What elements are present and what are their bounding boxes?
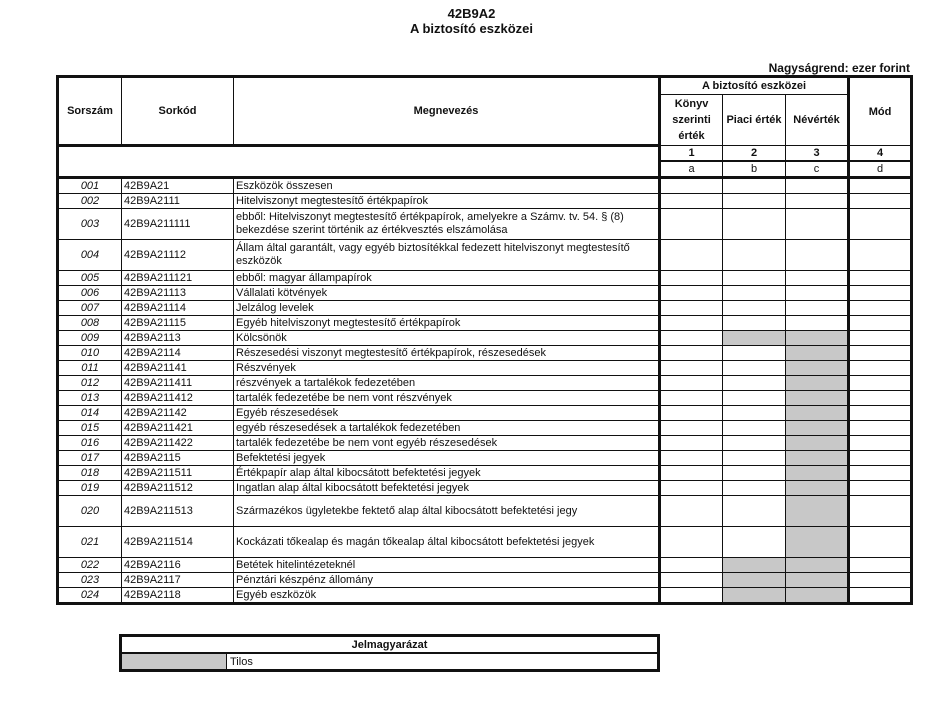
assets-table [56,75,913,605]
table-row [58,301,912,316]
table-row [58,194,912,209]
table-row [58,406,912,421]
value-cell[interactable] [849,391,912,406]
row-megnevezes: Vállalati kötvények [234,286,660,301]
table-row [58,286,912,301]
value-cell[interactable] [723,481,786,496]
row-sorkod: 42B9A211511 [122,466,234,481]
value-cell[interactable] [849,240,912,271]
value-cell[interactable] [723,316,786,331]
legend-swatch [121,653,227,671]
row-sorkod: 42B9A211421 [122,421,234,436]
value-cell[interactable] [786,316,849,331]
row-sorkod: 42B9A211111 [122,209,234,240]
row-sorszam: 001 [58,178,122,194]
header-col-nevertek: Névérték [786,95,849,146]
value-cell[interactable] [660,361,723,376]
table-row [58,421,912,436]
value-cell[interactable] [786,209,849,240]
value-cell[interactable] [849,436,912,451]
row-sorkod: 42B9A2118 [122,588,234,604]
value-cell[interactable] [723,240,786,271]
value-cell[interactable] [660,588,723,604]
value-cell[interactable] [723,421,786,436]
value-cell[interactable] [723,406,786,421]
row-sorkod: 42B9A2116 [122,558,234,573]
value-cell[interactable] [723,466,786,481]
header-letter-b: b [723,161,786,178]
value-cell[interactable] [723,361,786,376]
row-sorkod: 42B9A211411 [122,376,234,391]
table-row [58,271,912,286]
value-cell[interactable] [660,194,723,209]
header-letter-d: d [849,161,912,178]
row-sorkod: 42B9A2111 [122,194,234,209]
value-cell [786,527,849,558]
table-row [58,346,912,361]
value-cell[interactable] [849,558,912,573]
value-cell [786,481,849,496]
value-cell [786,376,849,391]
value-cell[interactable] [849,271,912,286]
row-sorszam: 024 [58,588,122,604]
value-cell[interactable] [723,271,786,286]
row-sorszam: 018 [58,466,122,481]
value-cell[interactable] [660,558,723,573]
row-sorszam: 012 [58,376,122,391]
header-num-3: 3 [786,146,849,162]
row-megnevezes: Ingatlan alap által kibocsátott befektetési jegyek [234,481,660,496]
row-sorszam: 008 [58,316,122,331]
header-megnevezes: Megnevezés [234,77,660,146]
row-sorkod: 42B9A21141 [122,361,234,376]
value-cell [786,346,849,361]
table-row [58,481,912,496]
row-sorszam: 021 [58,527,122,558]
row-sorszam: 020 [58,496,122,527]
row-sorszam: 015 [58,421,122,436]
row-sorkod: 42B9A21113 [122,286,234,301]
report-name: A biztosító eszközei [409,21,534,36]
row-sorkod: 42B9A21114 [122,301,234,316]
value-cell[interactable] [660,331,723,346]
header-num-4: 4 [849,146,912,162]
table-row [58,558,912,573]
table-row [58,331,912,346]
row-megnevezes: ebből: Hitelviszonyt megtestesítő értékpapírok, amelyekre a Számv. tv. 54. § (8) bekezdése szerint történik az értékvesztés elszámolása [234,209,660,240]
row-megnevezes: Eszközök összesen [234,178,660,194]
value-cell[interactable] [660,346,723,361]
table-row [58,391,912,406]
row-sorszam: 023 [58,573,122,588]
value-cell[interactable] [786,240,849,271]
value-cell[interactable] [849,573,912,588]
row-sorkod: 42B9A2115 [122,451,234,466]
header-num-2: 2 [723,146,786,162]
table-row [58,376,912,391]
header-letter-a: a [660,161,723,178]
value-cell [786,466,849,481]
value-cell[interactable] [723,209,786,240]
table-row [58,240,912,271]
value-cell[interactable] [660,466,723,481]
value-cell[interactable] [660,481,723,496]
row-sorkod: 42B9A211512 [122,481,234,496]
row-megnevezes: Befektetési jegyek [234,451,660,466]
value-cell[interactable] [660,240,723,271]
table-row [58,588,912,604]
row-sorszam: 002 [58,194,122,209]
row-megnevezes: Származékos ügyletekbe fektető alap által kibocsátott befektetési jegy [234,496,660,527]
row-sorkod: 42B9A211121 [122,271,234,286]
row-sorkod: 42B9A211422 [122,436,234,451]
row-sorkod: 42B9A211513 [122,496,234,527]
value-cell[interactable] [849,316,912,331]
table-row [58,436,912,451]
row-sorkod: 42B9A211514 [122,527,234,558]
value-cell[interactable] [660,301,723,316]
value-cell[interactable] [849,481,912,496]
value-cell[interactable] [786,271,849,286]
value-cell[interactable] [849,376,912,391]
row-megnevezes: tartalék fedezetébe be nem vont részvények [234,391,660,406]
value-cell[interactable] [849,421,912,436]
row-megnevezes: Részesedési viszonyt megtestesítő értékpapírok, részesedések [234,346,660,361]
value-cell[interactable] [660,286,723,301]
table-row [58,178,912,194]
row-sorszam: 004 [58,240,122,271]
legend-table [119,634,660,672]
value-cell[interactable] [723,451,786,466]
value-cell [786,558,849,573]
row-megnevezes: Egyéb eszközök [234,588,660,604]
value-cell[interactable] [660,573,723,588]
value-cell[interactable] [723,194,786,209]
header-num-1: 1 [660,146,723,162]
legend-title: Jelmagyarázat [121,636,659,654]
row-megnevezes: Kölcsönök [234,331,660,346]
row-megnevezes: Betétek hitelintézeteknél [234,558,660,573]
value-cell[interactable] [660,391,723,406]
row-megnevezes: Kockázati tőkealap és magán tőkealap által kibocsátott befektetési jegyek [234,527,660,558]
row-sorszam: 007 [58,301,122,316]
value-cell[interactable] [723,178,786,194]
value-cell[interactable] [660,271,723,286]
value-cell[interactable] [723,527,786,558]
row-sorszam: 005 [58,271,122,286]
value-cell[interactable] [786,178,849,194]
value-cell[interactable] [849,346,912,361]
value-cell[interactable] [849,209,912,240]
value-cell[interactable] [660,421,723,436]
row-sorszam: 019 [58,481,122,496]
value-cell[interactable] [660,209,723,240]
value-cell[interactable] [849,178,912,194]
row-megnevezes: Pénztári készpénz állomány [234,573,660,588]
row-sorszam: 016 [58,436,122,451]
value-cell [786,573,849,588]
value-cell [786,421,849,436]
value-cell[interactable] [660,178,723,194]
value-cell [723,573,786,588]
value-cell[interactable] [849,286,912,301]
value-cell[interactable] [849,194,912,209]
header-mod: Mód [849,77,912,146]
value-cell [786,588,849,604]
value-cell[interactable] [849,466,912,481]
value-cell[interactable] [723,346,786,361]
value-cell [786,331,849,346]
value-cell[interactable] [849,588,912,604]
table-row [58,527,912,558]
value-cell[interactable] [723,376,786,391]
row-megnevezes: Állam által garantált, vagy egyéb biztosítékkal fedezett hitelviszonyt megtestesítő eszközök [234,240,660,271]
value-cell [786,361,849,376]
value-cell[interactable] [849,451,912,466]
value-cell[interactable] [723,301,786,316]
value-cell[interactable] [849,527,912,558]
row-megnevezes: Jelzálog levelek [234,301,660,316]
table-row [58,209,912,240]
header-sorkod: Sorkód [122,77,234,146]
row-sorkod: 42B9A211412 [122,391,234,406]
value-cell[interactable] [660,316,723,331]
header-col-piaci: Piaci érték [723,95,786,146]
row-sorkod: 42B9A21115 [122,316,234,331]
value-cell[interactable] [660,527,723,558]
value-cell [723,558,786,573]
row-megnevezes: Értékpapír alap által kibocsátott befektetési jegyek [234,466,660,481]
table-row [58,361,912,376]
value-cell[interactable] [849,496,912,527]
row-megnevezes: tartalék fedezetébe be nem vont egyéb részesedések [234,436,660,451]
value-cell [786,436,849,451]
value-cell[interactable] [849,301,912,316]
header-letter-c: c [786,161,849,178]
row-sorszam: 009 [58,331,122,346]
table-row [58,316,912,331]
header-blank [58,146,660,178]
row-sorkod: 42B9A2117 [122,573,234,588]
table-row [58,451,912,466]
legend-label: Tilos [227,653,659,671]
header-sorszam: Sorszám [58,77,122,146]
value-cell [786,451,849,466]
value-cell[interactable] [660,376,723,391]
table-row [58,573,912,588]
value-cell [786,391,849,406]
row-megnevezes: ebből: magyar állampapírok [234,271,660,286]
table-row [58,496,912,527]
row-sorszam: 014 [58,406,122,421]
row-sorszam: 013 [58,391,122,406]
unit-label: Nagyságrend: ezer forint [768,61,910,75]
report-title [0,6,943,36]
row-megnevezes: Hitelviszonyt megtestesítő értékpapírok [234,194,660,209]
value-cell[interactable] [786,286,849,301]
row-megnevezes: részvények a tartalékok fedezetében [234,376,660,391]
value-cell[interactable] [660,451,723,466]
row-sorszam: 006 [58,286,122,301]
value-cell[interactable] [660,436,723,451]
row-sorkod: 42B9A21 [122,178,234,194]
row-sorszam: 003 [58,209,122,240]
value-cell [786,496,849,527]
row-megnevezes: Egyéb részesedések [234,406,660,421]
value-cell[interactable] [849,406,912,421]
row-sorkod: 42B9A21112 [122,240,234,271]
value-cell[interactable] [660,406,723,421]
value-cell [786,406,849,421]
value-cell [723,588,786,604]
row-megnevezes: Részvények [234,361,660,376]
row-sorszam: 022 [58,558,122,573]
table-row [58,466,912,481]
value-cell[interactable] [849,361,912,376]
value-cell[interactable] [660,496,723,527]
row-sorszam: 011 [58,361,122,376]
value-cell[interactable] [723,436,786,451]
row-sorszam: 010 [58,346,122,361]
header-group: A biztosító eszközei [660,77,849,95]
row-sorkod: 42B9A21142 [122,406,234,421]
value-cell[interactable] [723,286,786,301]
row-megnevezes: egyéb részesedések a tartalékok fedezetében [234,421,660,436]
value-cell[interactable] [723,391,786,406]
header-col-konyv: Könyv szerinti érték [660,95,723,146]
value-cell[interactable] [723,496,786,527]
row-megnevezes: Egyéb hitelviszonyt megtestesítő értékpapírok [234,316,660,331]
report-code: 42B9A2 [447,6,496,21]
row-sorkod: 42B9A2113 [122,331,234,346]
value-cell [723,331,786,346]
value-cell[interactable] [786,301,849,316]
value-cell[interactable] [849,331,912,346]
value-cell[interactable] [786,194,849,209]
row-sorkod: 42B9A2114 [122,346,234,361]
row-sorszam: 017 [58,451,122,466]
